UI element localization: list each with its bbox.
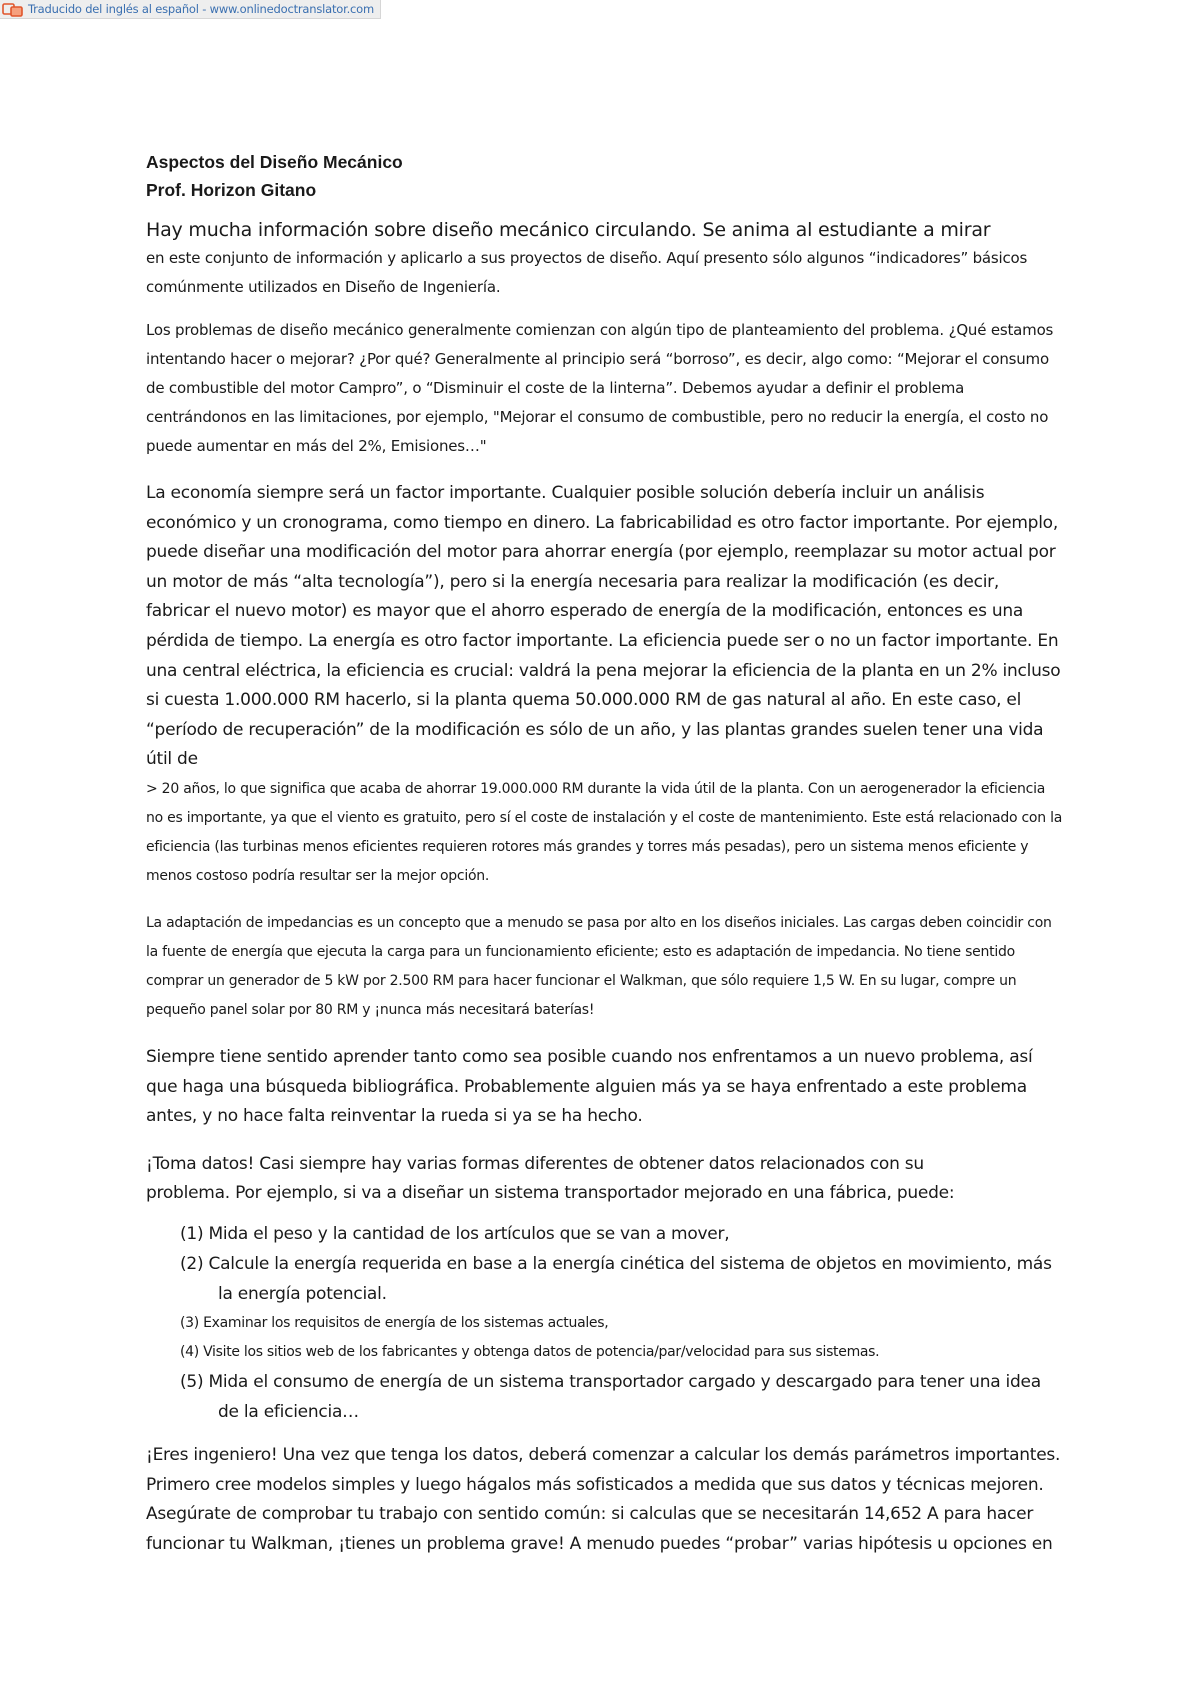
problem-statement-paragraph: Los problemas de diseño mecánico generalmente comienzan con algún tipo de planteamiento del problema. ¿Qué estamos intentando hacer o mejorar? ¿Por qué? Generalmente al principio será “borroso”, es decir, algo como: “Mejorar el consumo de combustible del motor Campro”, o “Disminuir el coste de la linterna”. Debemos ayudar a definir el problema centrándonos en las limitaciones, por ejemplo, "Mejorar el consumo de combustible, pero no reducir la energía, el costo no puede aumentar en más del 2%, Emisiones…" <box>146 321 1054 455</box>
list-item: (5) Mida el consumo de energía de un sistema transportador cargado y descargado para tener una idea de la eficiencia… <box>180 1371 1041 1422</box>
intro-lead-line: Hay mucha información sobre diseño mecánico circulando. Se anima al estudiante a mirar <box>146 219 991 241</box>
document-page <box>146 148 1066 1559</box>
translator-banner[interactable] <box>0 0 381 19</box>
document-title: Aspectos del Diseño Mecánico <box>146 152 403 172</box>
economy-paragraph: La economía siempre será un factor importante. Cualquier posible solución debería incluir un análisis económico y un cronograma, como tiempo en dinero. La fabricabilidad es otro factor importante. Por ejemplo, puede diseñar una modificación del motor para ahorrar energía (por ejemplo, reemplazar su motor actual por un motor de más “alta tecnología”), pero si la energía necesaria para realizar la modificación (es decir, fabricar el nuevo motor) es mayor que el ahorro esperado de energía de la modificación, entonces es una pérdida de tiempo. La energía es otro factor importante. La eficiencia puede ser o no un factor importante. En una central eléctrica, la eficiencia es crucial: valdrá la pena mejorar la eficiencia de la planta en un 2% incluso si cuesta 1.000.000 RM hacerlo, si la planta quema 50.000.000 RM de gas natural al año. En este caso, el “período de recuperación” de la modificación es sólo de un año, y las plantas grandes suelen tener una vida útil de <box>146 483 1061 770</box>
document-author: Prof. Horizon Gitano <box>146 180 317 200</box>
data-paragraph-line-1: ¡Toma datos! Casi siempre hay varias formas diferentes de obtener datos relacionados con su <box>146 1153 924 1174</box>
list-item: (3) Examinar los requisitos de energía de los sistemas actuales, <box>180 1314 609 1331</box>
translator-banner-text[interactable]: Traducido del inglés al español - www.onlinedoctranslator.com <box>28 2 375 16</box>
translator-logo-icon <box>2 2 24 16</box>
list-item: (1) Mida el peso y la cantidad de los artículos que se van a mover, <box>180 1223 730 1244</box>
list-item: (2) Calcule la energía requerida en base a la energía cinética del sistema de objetos en movimiento, más la energía potencial. <box>180 1253 1052 1304</box>
intro-paragraph: en este conjunto de información y aplicarlo a sus proyectos de diseño. Aquí presento sólo algunos “indicadores” básicos comúnmente utilizados en Diseño de Ingeniería. <box>146 249 1028 296</box>
data-steps-list <box>146 1219 1066 1427</box>
impedance-paragraph: La adaptación de impedancias es un concepto que a menudo se pasa por alto en los diseños iniciales. Las cargas deben coincidir con la fuente de energía que ejecuta la carga para un funcionamiento eficiente; esto es adaptación de impedancia. No tiene sentido comprar un generador de 5 kW por 2.500 RM para hacer funcionar el Walkman, que sólo requiere 1,5 W. En su lugar, compre un pequeño panel solar por 80 RM y ¡nunca más necesitará baterías! <box>146 914 1052 1018</box>
list-item: (4) Visite los sitios web de los fabricantes y obtenga datos de potencia/par/velocidad para sus sistemas. <box>180 1343 880 1360</box>
engineer-paragraph: ¡Eres ingeniero! Una vez que tenga los datos, deberá comenzar a calcular los demás parámetros importantes. Primero cree modelos simples y luego hágalos más sofisticados a medida que sus datos y técnicas mejoren. Asegúrate de comprobar tu trabajo con sentido común: si calculas que se necesitarán 14,652 A para hacer funcionar tu Walkman, ¡tienes un problema grave! A menudo puedes “probar” varias hipótesis u opciones en <box>146 1444 1061 1554</box>
literature-paragraph: Siempre tiene sentido aprender tanto como sea posible cuando nos enfrentamos a un nuevo problema, así que haga una búsqueda bibliográfica. Probablemente alguien más ya se haya enfrentado a este problema antes, y no hace falta reinventar la rueda si ya se ha hecho. <box>146 1046 1033 1127</box>
data-paragraph-line-2: problema. Por ejemplo, si va a diseñar un sistema transportador mejorado en una fábrica, puede: <box>146 1183 955 1204</box>
economy-paragraph-continued: > 20 años, lo que significa que acaba de ahorrar 19.000.000 RM durante la vida útil de la planta. Con un aerogenerador la eficiencia no es importante, ya que el viento es gratuito, pero sí el coste de instalación y el coste de mantenimiento. Este está relacionado con la eficiencia (las turbinas menos eficientes requieren rotores más grandes y torres más pesadas), pero un sistema menos eficiente y menos costoso podría resultar ser la mejor opción. <box>146 780 1063 884</box>
